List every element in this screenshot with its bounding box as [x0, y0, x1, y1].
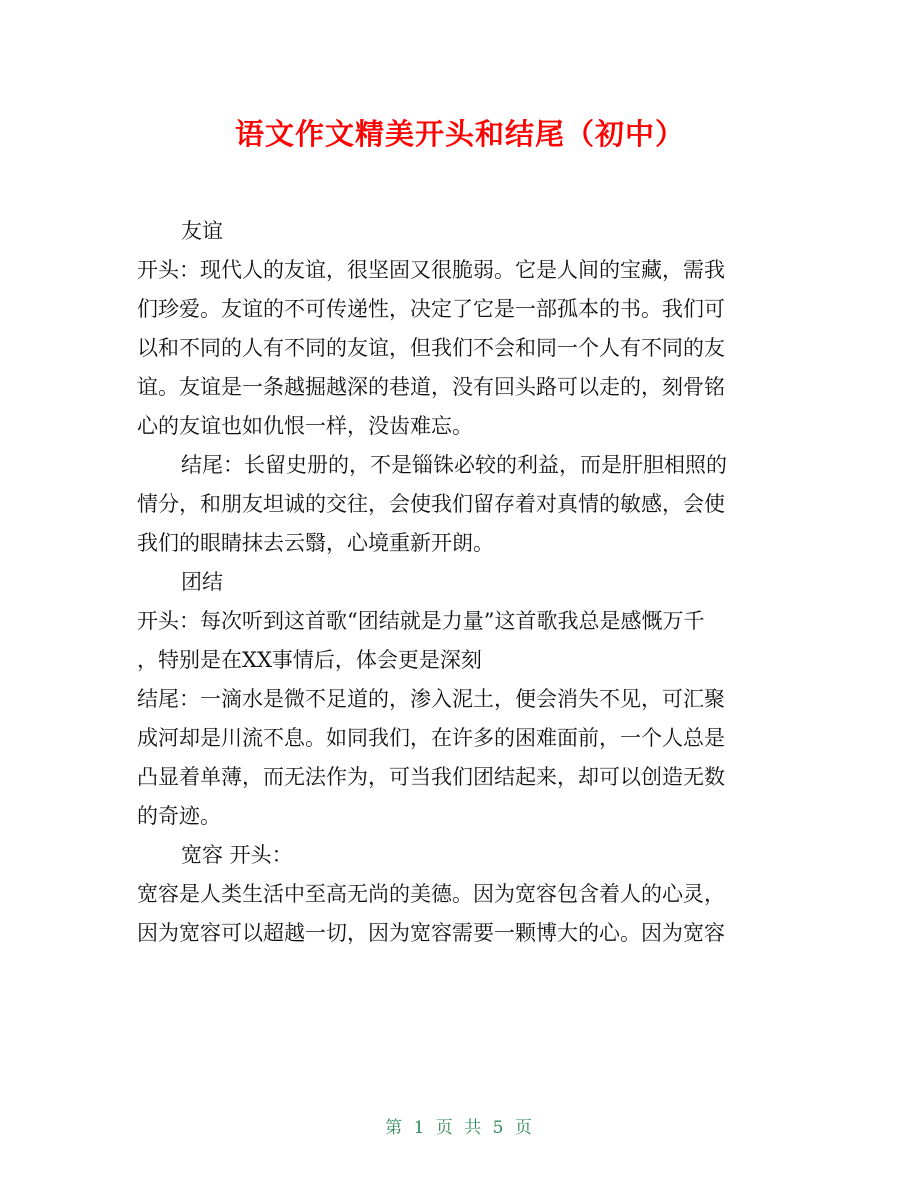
body-line: ，特别是在XX事情后，体会更是深刻 — [137, 648, 482, 672]
body-line: 们珍爱。友谊的不可传递性，决定了它是一部孤本的书。我们可 — [137, 297, 725, 321]
body-line: 结尾：长留史册的，不是锱铢必较的利益，而是肝胆相照的 — [181, 453, 727, 477]
body-line: 开头：现代人的友谊，很坚固又很脆弱。它是人间的宝藏，需我 — [137, 258, 725, 282]
body-line: 友谊 — [181, 219, 223, 243]
body-line: 成河却是川流不息。如同我们，在许多的困难面前，一个人总是 — [137, 726, 725, 750]
body-line: 结尾：一滴水是微不足道的，渗入泥土，便会消失不见，可汇聚 — [137, 687, 725, 711]
body-line: 情分，和朋友坦诚的交往，会使我们留存着对真情的敏感，会使 — [137, 492, 725, 516]
body-line: 因为宽容可以超越一切，因为宽容需要一颗博大的心。因为宽容 — [137, 921, 725, 945]
body-line: 以和不同的人有不同的友谊，但我们不会和同一个人有不同的友 — [137, 336, 725, 360]
document-body — [137, 212, 787, 953]
body-line: 心的友谊也如仇恨一样，没齿难忘。 — [137, 414, 473, 438]
body-line: 凸显着单薄，而无法作为，可当我们团结起来，却可以创造无数 — [137, 765, 725, 789]
body-line: 团结 — [181, 570, 223, 594]
body-line: 宽容是人类生活中至高无尚的美德。因为宽容包含着人的心灵， — [137, 882, 725, 906]
body-line: 开头：每次听到这首歌“团结就是力量”这首歌我总是感慨万千 — [137, 609, 705, 633]
document-title: 语文作文精美开头和结尾（初中） — [234, 117, 685, 151]
body-line: 谊。友谊是一条越掘越深的巷道，没有回头路可以走的，刻骨铭 — [137, 375, 725, 399]
body-line: 我们的眼睛抹去云翳，心境重新开朗。 — [137, 531, 494, 555]
page-number-footer: 第 1 页 共 5 页 — [385, 1118, 535, 1138]
body-line: 宽容 开头： — [181, 843, 293, 867]
body-line: 的奇迹。 — [137, 804, 221, 828]
